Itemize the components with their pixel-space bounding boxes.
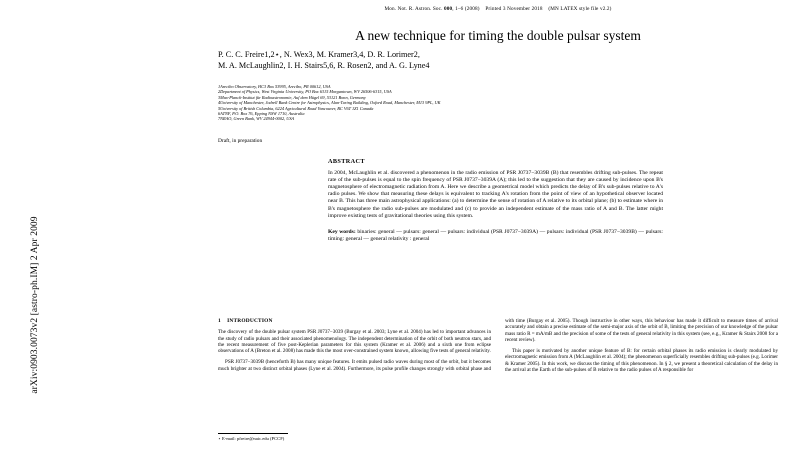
running-head-volume: 000 (444, 6, 453, 12)
page-title: A new technique for timing the double pulsar system (355, 28, 641, 43)
abstract-block (328, 158, 663, 243)
running-head-style: (MN LATEX style file v2.2) (548, 6, 612, 12)
running-head-printed: Printed 3 November 2018 (485, 6, 543, 12)
section-heading-introduction (218, 318, 491, 324)
keywords-block (328, 229, 663, 243)
section-number: 1 (218, 318, 221, 324)
affiliation-list (218, 84, 778, 122)
author-line-1: P. C. C. Freire1,2⋆, N. Wex3, M. Kramer3,4, D. R. Lorimer2, (218, 50, 420, 59)
footnote-block (218, 433, 473, 443)
affiliation-item: 5University of British Columbia, 6224 Agricultural Road Vancouver, BC V6T 1Z1 Canada (218, 105, 374, 111)
author-list (218, 50, 778, 71)
affiliation-item: 2Department of Physics, West Virginia University, PO Box 6315 Morgantown, WV 26506-6315, USA (218, 89, 392, 95)
body-columns (218, 318, 778, 375)
paper-content (218, 0, 778, 450)
body-paragraph: This paper is motivated by another unique feature of B: for certain orbital phases its radio emission is clearly modulated by electromagnetic emission from A (McLaughlin et al. 2004); the phenomenon superficially resembles drifting sub-pulses (e.g. Lorimer & Kramer 2005). In this work, we discuss the timing of this phenomenon. In § 2, we present a theoretical calculation of the delay in the arrival at the Earth of the sub-pulses of B relative to the radio pulses of A responsible for (505, 347, 778, 373)
section-title: INTRODUCTION (227, 318, 273, 324)
keywords-label: Key words: (328, 228, 356, 235)
footnote-text: ⋆ E-mail: pfreire@naic.edu (PCCF) (218, 436, 285, 441)
affiliation-item: 4University of Manchester, Jodrell Bank Centre for Astrophysics, Alan-Turing Building, Oxford Road, Manchester, M13 9PL, UK (218, 100, 441, 106)
running-head-pages: 1–6 (2008) (455, 6, 480, 12)
abstract-text: In 2004, McLaughlin et al. discovered a phenomenon in the radio emission of PSR J0737−3039B (B) that resembles drifting sub-pulses. The repeat rate of the sub-pulses is equal to the spin frequency of PSR J0737−3039A (A); this led to the suggestion that they are caused by incidence upon B's magnetosphere of electromagnetic radiation from A. Here we describe a geometrical model which predicts the delay of B's sub-pulses relative to A's radio pulses. We show that measuring these delays is equivalent to tracking A's rotation from the point of view of an hypothetical observer located near B. This has three main astrophysical applications: (a) to determine the sense of rotation of A relative to its orbital plane; (b) to estimate where in B's magnetosphere the radio sub-pulses are modulated and (c) to provide an independent estimate of the mass ratio of A and B. The latter might improve existing tests of gravitational theories using this system. (328, 170, 663, 219)
body-paragraph: PSR J0737−3039B (henceforth B) has many unique features. It emits pulsed radio waves during most of the orbit, but it becomes much brighter at two distinct orbital phases (Lyne et al. 2004). Furthermore, its pulse profile changes strongly with orbital phase and with time (Burgay et al. 2005). Though instructive in other ways, this behaviour has made it difficult to measure times of arrival accurately and obtain a precise estimate of the semi-major axis of the orbit of B, limiting the precision of our knowledge of the pulsar mass ratio R = mA/mB and the precision of some of the tests of general relativity in this system (see, e.g., Kramer & Stairs 2008 for a recent review). (218, 318, 778, 372)
running-head: Mon. Not. R. Astron. Soc. 000, 1–6 (2008) Printed 3 November 2018 (MN LATEX style file v2.2) (384, 6, 612, 12)
running-head-journal: Mon. Not. R. Astron. Soc. (384, 6, 443, 12)
arxiv-identifier-stamp: arXiv:0903.0073v2 [astro-ph.IM] 2 Apr 2009 (30, 216, 40, 394)
abstract-heading: ABSTRACT (328, 158, 365, 165)
affiliation-item: 3Max-Planck-Institut für Radioastronomie, Auf dem Hügel 69, 53121 Bonn, Germany (218, 94, 366, 100)
body-paragraph: The discovery of the double pulsar system PSR J0737−3039 (Burgay et al. 2003; Lyne et al. 2004) has led to important advances in the study of radio pulsars and their associated phenomenology. The independent determination of the orbit of both neutron stars, and the recent measurement of five post-Keplerian parameters for this system (Kramer et al. 2006) and a sixth one from eclipse observations of A (Breton et al. 2008) has made this the most over-constrained system known, allowing five tests of general relativity. (218, 329, 491, 355)
affiliation-item: 6ATNF, P.O. Box 76, Epping NSW 1710, Australia (218, 111, 305, 117)
keywords-text: binaries: general — pulsars: general — pulsars: individual (PSR J0737−3039A) — pulsars: individual (PSR J0737−3039B) — pulsars: timing: general — general relativity : general (328, 228, 663, 242)
footnote-rule (218, 433, 288, 434)
draft-note: Draft, in preparation (218, 138, 263, 144)
affiliation-item: 7NRAO, Green Bank, WV 24944-0002, USA (218, 116, 295, 122)
author-line-2: M. A. McLaughlin2, I. H. Stairs5,6, R. Rosen2, and A. G. Lyne4 (218, 60, 430, 70)
affiliation-item: 1Arecibo Observatory, HC3 Box 53995, Arecibo, PR 00612, USA (218, 84, 331, 89)
